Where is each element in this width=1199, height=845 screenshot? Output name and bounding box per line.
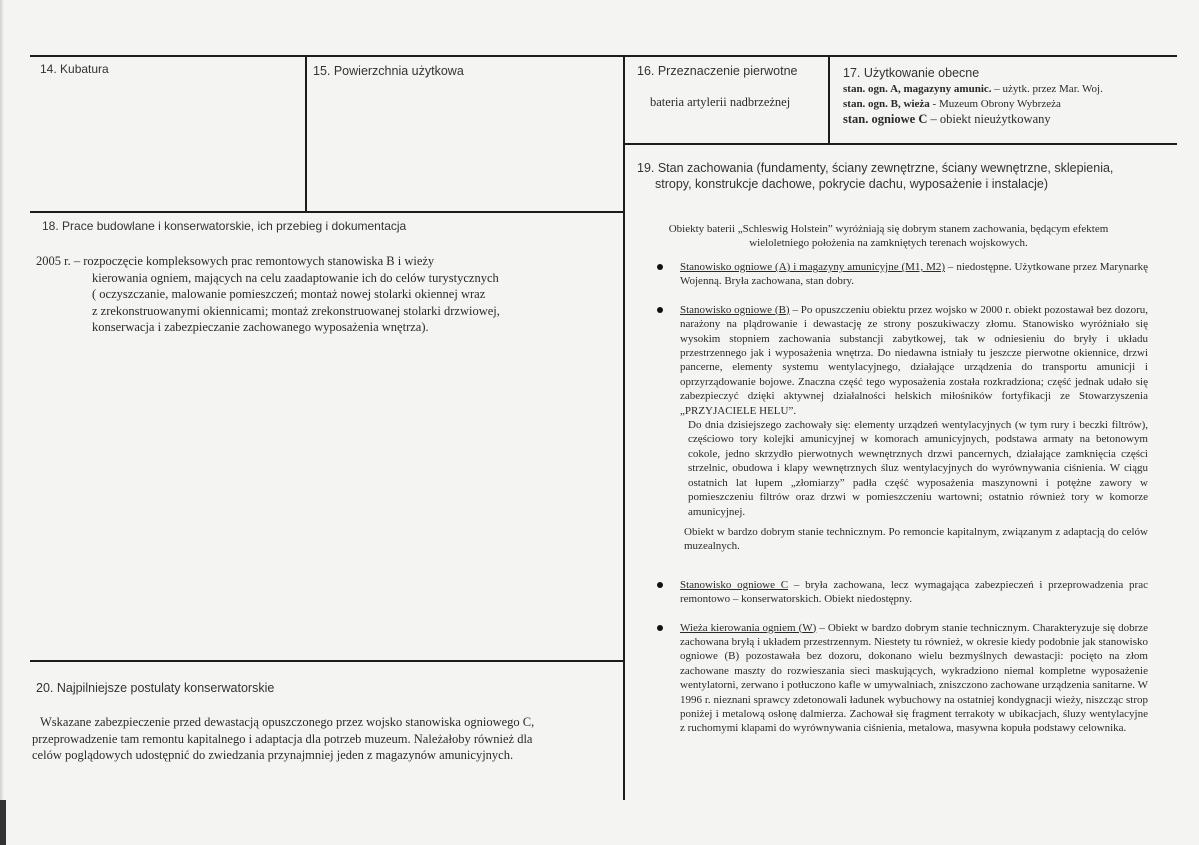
item-w-title: Wieża kierowania ogniem (W)	[680, 621, 817, 634]
divider-17-19	[624, 143, 1177, 145]
list-item	[654, 621, 1148, 736]
box-18-line-2: ( oczyszczanie, malowanie pomieszczeń; montaż nowej stolarki okiennej wraz	[92, 287, 486, 301]
box-17-label: 17. Użytkowanie obecne	[843, 66, 980, 80]
list-item	[654, 260, 1148, 289]
item-c-title: Stanowisko ogniowe C	[680, 578, 789, 591]
bullet-icon	[657, 625, 663, 631]
box-18-line-3: z zrekonstruowanymi okiennicami; montaż zrekonstruowanej stolarki drzwiowej,	[92, 303, 500, 318]
scan-binding-mark	[0, 800, 6, 845]
divider-16-17	[828, 57, 830, 144]
item-a-title: Stanowisko ogniowe (A) i magazyny amunicyjne (M1, M2)	[680, 261, 946, 273]
item-a-text: – niedostępne. Użytkowane przez Marynarkę Wojenną. Bryła zachowana, stan dobry.	[680, 261, 1148, 288]
divider-18-20	[30, 660, 624, 662]
item-w-text: – Obiekt w bardzo dobrym stanie technicznym. Charakteryzuje się dobrze zachowana bryłą i układem przestrzennym. Niestety tu również, w okresie kiedy podobnie jak stanowisko ogniowe (B) pozostawała bez dozoru, dokonano wielu bezmyślnych dewastacji: pocięto na złom zachowane maszty do rozwieszania sieci maskujących, wykradziono niemal kompletne wyposażenie wentylatorni, zerwano i potłuczono kafle w umywalniach, zniszczono zachowane urządzenia sanitarne. W 1996 r. nieznani sprawcy zdetonowali ładunek wybuchowy na ostatniej kondygnacji wieży, niszcząc strop poniżej i metalową osłonę dalmierza. Zachował się fragment terrakoty w ubikacjach, śluzy wentylacyjne z ruchomymi klapami do wyrównywania ciśnienia, metalowa, masywna kopuła podstawy celownika.	[680, 621, 1149, 735]
box-20-line-2: przeprowadzenie tam remontu kapitalnego i adaptacja dla potrzeb muzeum. Należałoby również dla	[32, 731, 533, 746]
box-20-label: 20. Najpilniejsze postulaty konserwatorskie	[36, 681, 275, 695]
box-18-label: 18. Prace budowlane i konserwatorskie, ich przebieg i dokumentacja	[42, 219, 407, 233]
box-18-first-line	[36, 253, 606, 270]
box-20-line-1: Wskazane zabezpieczenie przed dewastacją opuszczonego przez wojsko stanowiska ogniowego C,	[40, 715, 535, 729]
box-17-line-a	[843, 82, 1103, 96]
box-17-line-c	[843, 112, 1051, 127]
list-item	[654, 303, 1148, 554]
box-18-first-text: – rozpoczęcie kompleksowych prac remontowych stanowiska B i wieży	[70, 254, 435, 268]
item-b-title: Stanowisko ogniowe (B)	[680, 303, 790, 316]
box-17-line-a-bold: stan. ogn. A, magazyny amunic.	[843, 83, 992, 95]
box-17-line-b-rest: - Muzeum Obrony Wybrzeża	[929, 98, 1061, 110]
box-17-line-b	[843, 97, 1061, 111]
bullet-icon	[657, 264, 663, 270]
item-b-main	[680, 303, 1148, 418]
box-17-line-b-bold: stan. ogn. B, wieża	[843, 98, 930, 110]
item-b-extra-1: Do dnia dzisiejszego zachowały się: elementy urządzeń wentylacyjnych (w tym rury i beczki filtrów), częściowo tory kolejki amunicyjnej w komorach amunicyjnych, podstawa armaty na betonowym cokole, jedno skrzydło pierwotnych wewnętrznych drzwi pancernych, działające zamknięcia części strzelnic, obudowa i klapy wewnętrznych śluz wentylacyjnych do wyrównywania ciśnienia. W ciągu ostatnich lat łupem „złomiarzy” padła część wyposażenia maszynowni i potężne zawory w pomieszczeniu filtrów oraz drzwi w pomieszczeniu wartowni; ostatnio również tory w komorze amunicyjnej.	[688, 419, 1148, 518]
item-c-text: – bryła zachowana, lecz wymagająca zabezpieczeń i przeprowadzenia prac remontowo – konserwatorskich. Obiekt niedostępny.	[680, 578, 1148, 606]
box-16-label: 16. Przeznaczenie pierwotne	[637, 64, 798, 78]
top-border	[30, 55, 1177, 57]
item-b-extra-2: Obiekt w bardzo dobrym stanie technicznym. Po remoncie kapitalnym, związanym z adaptacją do celów muzealnych.	[684, 525, 1148, 553]
center-divider	[623, 55, 625, 800]
scan-edge-shadow	[0, 0, 4, 845]
box-14-label: 14. Kubatura	[40, 62, 109, 76]
divider-14-18	[30, 211, 624, 213]
box-19-intro: Obiekty baterii „Schleswig Holstein” wyróżniają się dobrym stanem zachowania, będącym efektem wieloletniego położenia na zamkniętych terenach wojskowych.	[668, 223, 1109, 249]
box-18-body	[36, 253, 606, 336]
divider-14-15	[305, 55, 307, 211]
box-18-line-1: kierowania ogniem, mających na celu zaadaptowanie ich do celów turystycznych	[92, 270, 499, 285]
bullet-icon	[657, 307, 663, 313]
item-b-text: – Po opuszczeniu obiektu przez wojsko w 2000 r. obiekt pozostawał bez dozoru, narażony na plądrowanie i dewastację ze strony poszukiwaczy złomu. Stanowisko wyróżniało się wysokim stopniem zachowania substancji zabytkowej, tak w odniesieniu do bryły i układu przestrzennego jak i wyposażenia wnętrza. Do niedawna istniały tu jeszcze pierwotne okiennice, drzwi pancerne, elementy systemu wentylacyjnego, działające urządzenia do transportu amunicji i oprzyrządowanie bojowe. Znaczna część tego wyposażenia została rozkradziona; część jednak udało się zabezpieczyć dzięki aktywnej działalności helskich miłośników fortyfikacji ze Stowarzyszenia „PRZYJACIELE HELU”.	[680, 303, 1149, 417]
bullet-icon	[657, 582, 663, 588]
box-16-value: bateria artylerii nadbrzeżnej	[650, 95, 791, 109]
box-15-label: 15. Powierzchnia użytkowa	[313, 64, 464, 78]
box-19-label-line-1: 19. Stan zachowania (fundamenty, ściany zewnętrzne, ściany wewnętrzne, sklepienia,	[637, 161, 1114, 175]
box-19-label-line-2: stropy, konstrukcje dachowe, pokrycie dachu, wyposażenie i instalacje)	[655, 177, 1049, 191]
box-17-line-c-rest: – obiekt nieużytkowany	[927, 112, 1051, 126]
list-item	[654, 578, 1148, 607]
box-18-line-4: konserwacja i zabezpieczanie zachowanego wyposażenia wnętrza).	[92, 320, 429, 334]
box-20-body	[32, 714, 617, 764]
box-20-line-3: celów poglądowych udostępnić do zwiedzania przynajmniej jeden z magazynów amunicyjnych.	[32, 748, 514, 762]
box-17-line-c-bold: stan. ogniowe C	[843, 112, 928, 126]
box-19-list	[654, 260, 1148, 736]
box-18-year: 2005 r.	[36, 254, 71, 268]
box-17-line-a-rest: – użytk. przez Mar. Woj.	[991, 83, 1103, 95]
